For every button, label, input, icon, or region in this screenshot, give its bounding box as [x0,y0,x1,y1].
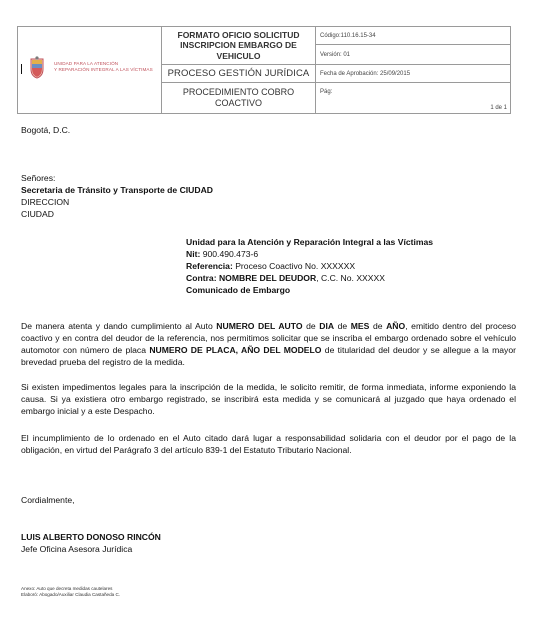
debtor-name: NOMBRE DEL DEUDOR [216,273,317,283]
debtor-id: , C.C. No. XXXXX [316,273,385,283]
version-cell [316,45,510,65]
paragraph-1 [21,320,516,368]
letter-place: Bogotá, D.C. [21,125,71,135]
paragraph-2: Si existen impedimentos legales para la inscripción de la medida, le solicito remitir, de forma inmediata, informe exponiendo la causa. Si ya existiera otro embargo registrado, se inscribirá esta medida y se comunicará al juzgado que haya ordenado el embargo inicial y a este Despacho. [21,382,516,416]
recipient-city: CIUDAD [21,209,54,219]
header-middle-column [162,27,316,113]
page-cell [316,83,510,113]
document-header-table [17,26,511,114]
reference-label: Referencia: [186,261,233,271]
text-cursor [21,64,22,74]
reference-entity: Unidad para la Atención y Reparación Integral a las Víctimas [186,237,434,247]
signer-name: LUIS ALBERTO DONOSO RINCÓN [21,532,161,542]
p1-text-i: , emitido dentro del proceso coactivo y en contra del deudor de la referencia, nos permitimos solicitar que se inscriba el embargo ordenado sobre el vehículo automotor con número de placa [21,321,516,355]
p1-text-g: de [369,321,387,331]
code-cell [316,27,510,45]
auto-month: MES [350,321,370,331]
against-line [186,272,385,284]
p1-text-a: De manera atenta y dando cumplimiento al Auto [21,321,217,331]
p1-text-c: de [302,321,320,331]
approval-date-cell [316,65,510,83]
page-label: Pág: [320,89,333,95]
form-title-cell [162,27,315,65]
document-code: Código:110.16.15-34 [320,32,376,39]
process-name: PROCESO GESTIÓN JURÍDICA [167,68,310,79]
process-cell [162,65,315,83]
recipient-name: Secretaria de Tránsito y Transporte de CIUDAD [21,185,213,195]
auto-number: NUMERO DEL AUTO [216,321,303,331]
p1-text-e: de [334,321,351,331]
letter-subject: Comunicado de Embargo [186,285,291,295]
coat-of-arms-icon [28,56,46,80]
against-label: Contra: [186,273,217,283]
annex-note: Anexo: Auto que decreta medidas cautelares [21,586,113,591]
greeting: Señores: [21,173,56,183]
procedure-name: PROCEDIMIENTO COBRO COACTIVO [182,87,295,108]
reference-line [186,260,355,272]
approval-date: Fecha de Aprobación: 25/09/2015 [320,70,411,77]
paragraph-3: El incumplimiento de lo ordenado en el Auto citado dará lugar a responsabilidad solidaria con el deudor por el pago de la obligación, en virtud del Parágrafo 3 del artículo 839-1 del Estatuto Tributario Nacional. [21,433,516,455]
reference-value: Proceso Coactivo No. XXXXXX [232,261,356,271]
unidad-victimas-logo [28,54,152,84]
auto-day: DIA [319,321,335,331]
nit-label: Nit: [186,249,201,259]
logo-cell [18,27,162,113]
procedure-cell [162,83,315,113]
signer-title: Jefe Oficina Asesora Jurídica [21,544,133,554]
form-title: FORMATO OFICIO SOLICITUD INSCRIPCION EMBARGO DE VEHICULO [177,29,300,61]
nit-line [186,248,258,260]
plate-number: NUMERO DE PLACA, AÑO DEL MODELO [149,345,322,355]
auto-year: AÑO [386,321,406,331]
logo-text [54,61,153,73]
header-right-column [316,27,510,113]
drafted-by-note: Elaboró: Abogado/Auxiliar Claudia Castañeda C. [21,592,121,597]
closing: Cordialmente, [21,495,75,505]
logo-text-line2: Y REPARACIÓN INTEGRAL A LAS VÍCTIMAS [54,67,153,72]
logo-text-line1: UNIDAD PARA LA ATENCIÓN [54,61,119,66]
recipient-address: DIRECCION [21,197,70,207]
nit-value: 900.490.473-6 [200,249,259,259]
document-version: Versión: 01 [320,51,351,58]
p1-text-k: de titularidad del deudor y se allegue a la mayor brevedad prueba del registro de la medida. [21,345,516,367]
page-count: 1 de 1 [490,105,507,111]
